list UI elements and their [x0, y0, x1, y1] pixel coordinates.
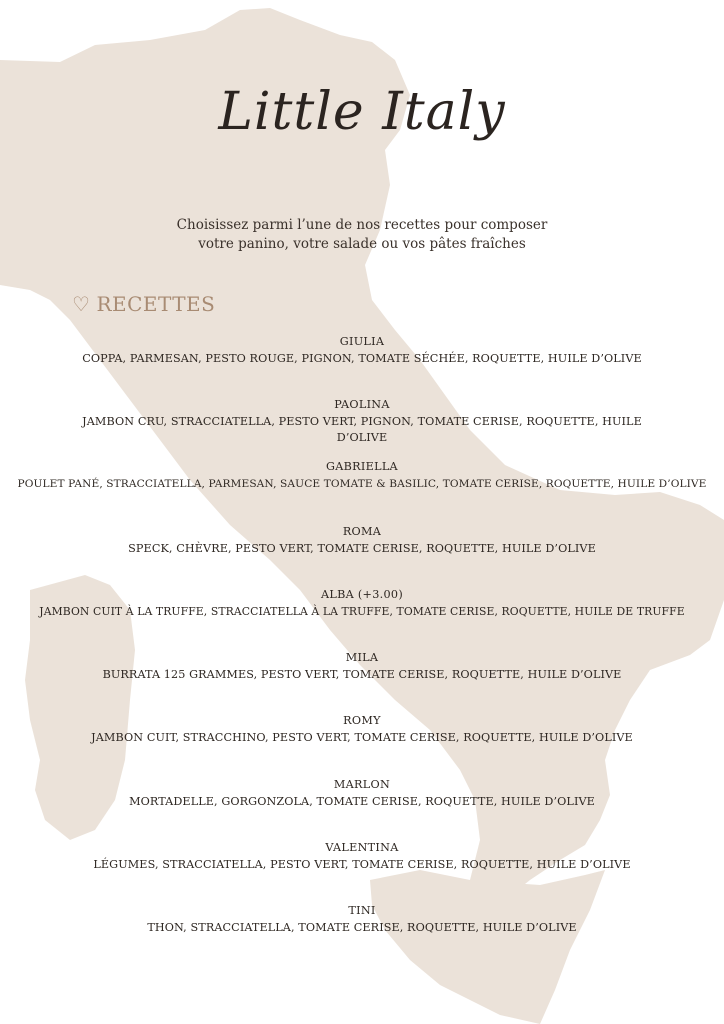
recipe-ingredients: SPECK, CHÈVRE, PESTO VERT, TOMATE CERISE, ROQUETTE, HUILE D’OLIVE	[128, 541, 596, 555]
recipe-name: ROMY	[343, 714, 381, 727]
recipe-ingredients: JAMBON CUIT, STRACCHINO, PESTO VERT, TOMATE CERISE, ROQUETTE, HUILE D’OLIVE	[91, 730, 633, 744]
recipe-item	[10, 459, 714, 492]
recipe-name: GIULIA	[339, 335, 385, 348]
recipe-item	[10, 334, 714, 367]
restaurant-title: Little Italy	[218, 82, 506, 142]
recipe-item	[10, 777, 714, 810]
recipe-name: GABRIELLA	[326, 460, 398, 473]
recipe-ingredients: THON, STRACCIATELLA, TOMATE CERISE, ROQUETTE, HUILE D’OLIVE	[147, 920, 577, 934]
recipe-ingredients: BURRATA 125 GRAMMES, PESTO VERT, TOMATE CERISE, ROQUETTE, HUILE D’OLIVE	[102, 667, 622, 681]
recipe-item	[10, 587, 714, 620]
section-heading	[72, 292, 215, 316]
intro-line-2: votre panino, votre salade ou vos pâtes fraîches	[198, 236, 526, 252]
recipe-ingredients: JAMBON CUIT À LA TRUFFE, STRACCIATELLA À LA TRUFFE, TOMATE CERISE, ROQUETTE, HUILE DE TRUFFE	[39, 604, 685, 618]
recipe-item	[10, 840, 714, 873]
recipe-name: VALENTINA	[325, 841, 399, 854]
intro-line-1: Choisissez parmi l’une de nos recettes pour composer	[176, 217, 548, 233]
recipe-item	[10, 397, 714, 447]
recipe-name: ROMA	[342, 525, 382, 538]
recipe-ingredients: LÉGUMES, STRACCIATELLA, PESTO VERT, TOMATE CERISE, ROQUETTE, HUILE D’OLIVE	[93, 857, 631, 871]
recipe-name: ALBA (+3.00)	[321, 588, 403, 601]
sicily-shape	[370, 870, 605, 1024]
recipe-ingredients: MORTADELLE, GORGONZOLA, TOMATE CERISE, ROQUETTE, HUILE D’OLIVE	[129, 794, 595, 808]
recipe-name: TINI	[348, 904, 376, 917]
recipe-ingredients: JAMBON CRU, STRACCIATELLA, PESTO VERT, PIGNON, TOMATE CERISE, ROQUETTE, HUILE D’OLIVE	[82, 414, 642, 444]
recipe-item	[10, 524, 714, 557]
recipe-ingredients: COPPA, PARMESAN, PESTO ROUGE, PIGNON, TOMATE SÉCHÉE, ROQUETTE, HUILE D’OLIVE	[82, 351, 642, 365]
recipe-name: MILA	[345, 651, 379, 664]
heart-outline-icon: ♡	[72, 292, 91, 316]
intro-text	[0, 216, 724, 254]
section-title: RECETTES	[96, 292, 216, 316]
recipe-name: MARLON	[333, 778, 391, 791]
recipe-ingredients: POULET PANÉ, STRACCIATELLA, PARMESAN, SAUCE TOMATE & BASILIC, TOMATE CERISE, ROQUETTE, HUILE D’OLIVE	[17, 477, 707, 490]
recipe-item	[10, 903, 714, 936]
recipe-item	[10, 650, 714, 683]
recipe-item	[10, 713, 714, 746]
recipe-name: PAOLINA	[334, 398, 390, 411]
